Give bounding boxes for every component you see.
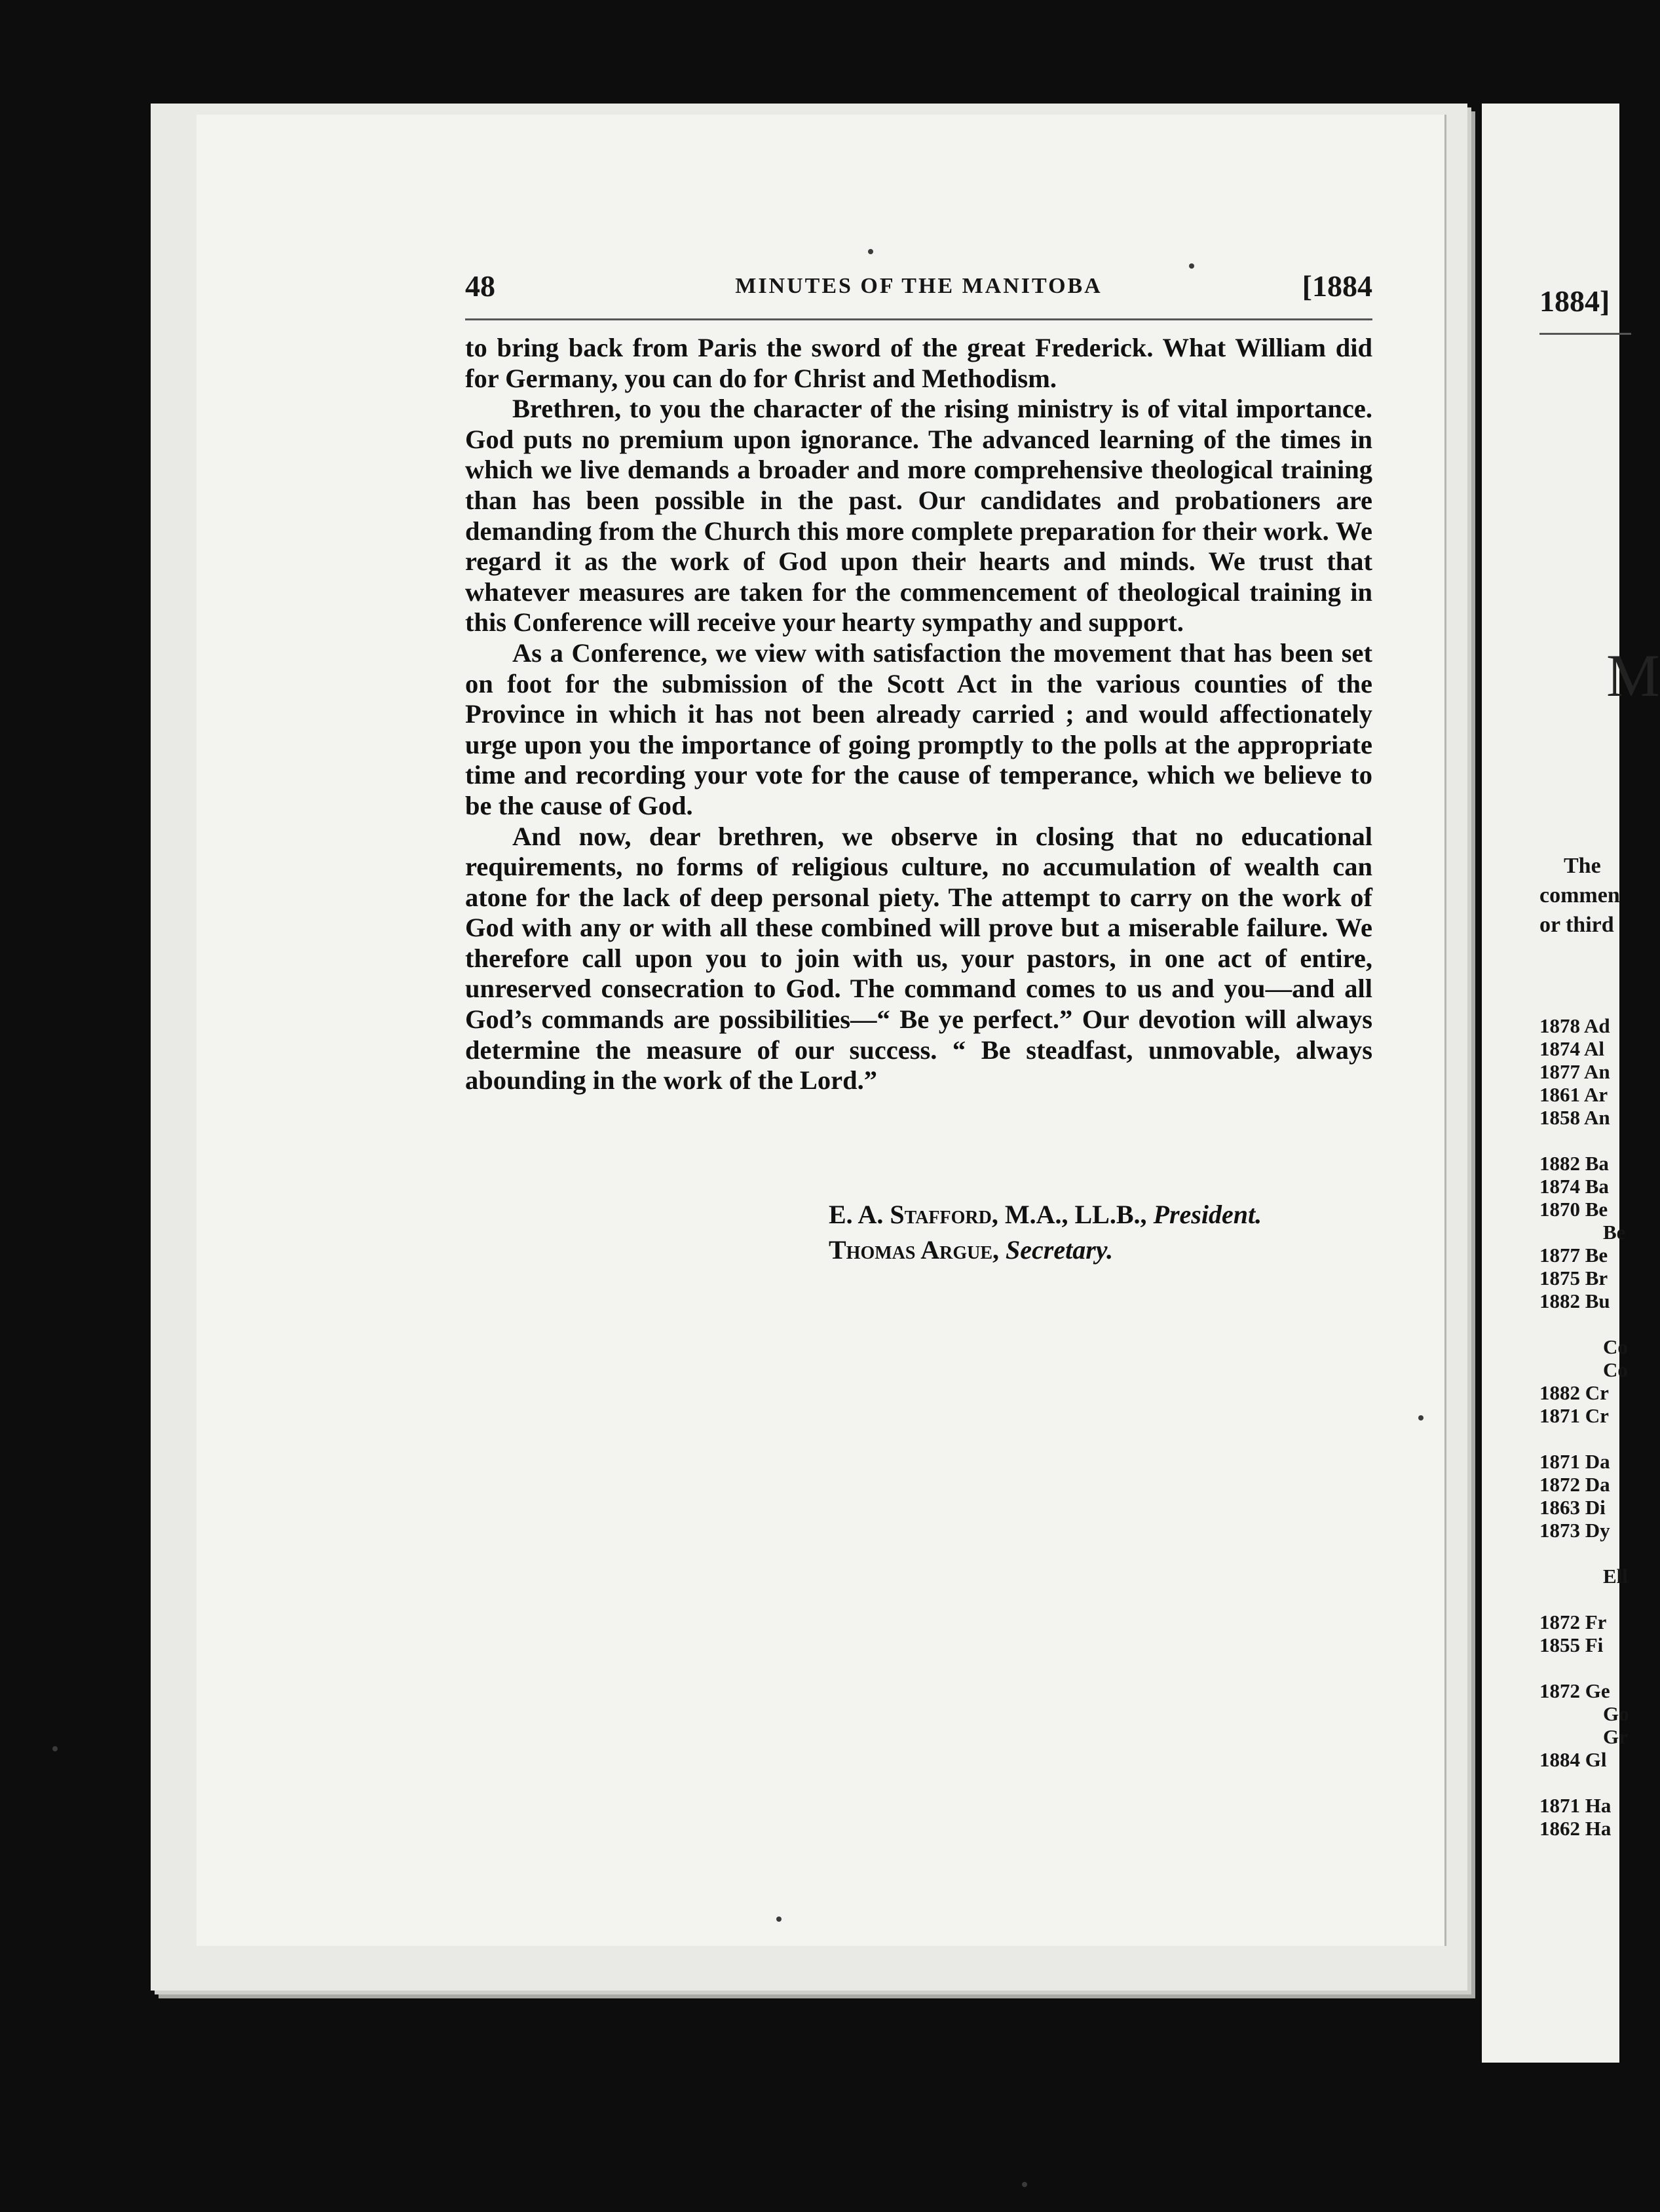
list-item: 1863 Di [1539,1496,1606,1519]
list-item: 1872 Da [1539,1473,1610,1496]
paragraph: Brethren, to you the character of the rising ministry is of vital importance. God puts no premium upon ignorance. The advanced learning of the times in which we live demands a broader and more comprehensive theological training than has been possible in the past. Our candidates and probationers are demanding from the Church this more complete preparation for their work. We regard it as the work of God upon their hearts and minds. We trust that whatever measures are taken for the commencement of theological training in this Conference will receive your hearty sympathy and support. [465,394,1372,638]
list-item: 1882 Ba [1539,1152,1609,1175]
list-item: Co [1603,1358,1628,1381]
secretary-title: Secretary. [1006,1235,1114,1265]
right-intro-line: The [1564,854,1601,878]
list-item: Go [1603,1702,1629,1725]
header-rule [465,318,1372,320]
speck-mark [868,249,873,254]
list-item: 1855 Fi [1539,1633,1604,1656]
list-item: 1882 Bu [1539,1289,1610,1312]
list-item: 1871 Da [1539,1450,1610,1473]
list-item: 1882 Cr [1539,1381,1609,1404]
page-header [465,269,1372,315]
running-title: MINUTES OF THE MANITOBA [735,274,1103,298]
paragraph: As a Conference, we view with satisfaction the movement that has been set on foot for the submission of the Scott Act in the various counties of the Province in which it has not been already carried ; and would affectionately urge upon you the importance of going promptly to the polls at the appropriate time and recording your vote for the cause of temperance, which we believe to be the cause of God. [465,638,1372,820]
list-item: Be [1603,1221,1626,1244]
body-text [465,333,1372,1096]
speck-mark [52,1746,58,1751]
president-degrees: , M.A., LL.B., [991,1200,1147,1229]
secretary-signature: Thomas Argue, Secretary. [829,1235,1114,1265]
right-intro-line: or third [1539,913,1614,937]
list-item: 1874 Ba [1539,1175,1609,1198]
list-item: 1878 Ad [1539,1014,1610,1037]
list-item: 1862 Ha [1539,1817,1612,1840]
right-page [1482,104,1660,2063]
list-item: 1871 Cr [1539,1404,1609,1427]
list-item: 1877 Be [1539,1244,1608,1267]
speck-mark [1189,263,1194,269]
page-number: 48 [465,269,495,303]
list-item: Gr [1603,1725,1628,1748]
right-header-rule [1539,333,1631,335]
speck-mark [1022,2182,1027,2187]
list-item: 1872 Ge [1539,1679,1610,1702]
list-item: Co [1603,1335,1628,1358]
list-item: 1871 Ha [1539,1794,1612,1817]
president-name: E. A. Stafford [829,1200,992,1229]
header-year: [1884 [1302,269,1372,303]
list-item: Ell [1603,1565,1628,1588]
list-item: 1875 Br [1539,1267,1608,1289]
secretary-name: Thomas Argue [829,1235,993,1265]
list-item: 1872 Fr [1539,1611,1607,1633]
list-item: 1874 Al [1539,1037,1605,1060]
paragraph: And now, dear brethren, we observe in closing that no educational requirements, no forms of religious culture, no accumulation of wealth can atone for the lack of deep personal piety. The attempt to carry on the work of God with any or with all these combined will prove but a miserable failure. We therefore call upon you to join with us, your pastors, in one act of entire, unreserved consecration to God. The command comes to us and you—and all God’s commands are possibilities—“ Be ye perfect.” Our devotion will always determine the measure of our success. “ Be steadfast, unmovable, always abounding in the work of the Lord.” [465,821,1372,1096]
right-intro-line: commen [1539,883,1620,907]
list-item: 1858 An [1539,1106,1610,1129]
right-header-year: 1884] [1539,284,1610,318]
list-item: 1873 Dy [1539,1519,1610,1542]
list-item: 1861 Ar [1539,1083,1608,1106]
list-item: 1884 Gl [1539,1748,1607,1771]
speck-mark [776,1916,782,1922]
list-item: 1870 Be [1539,1198,1608,1221]
speck-mark [1418,1415,1424,1421]
list-item: 1877 An [1539,1060,1610,1083]
right-title-letter: M [1606,642,1660,709]
president-signature [829,1199,1262,1230]
president-title: President. [1153,1200,1262,1229]
paragraph: to bring back from Paris the sword of the great Frederick. What William did for Germany, you can do for Christ and Methodism. [465,333,1372,393]
